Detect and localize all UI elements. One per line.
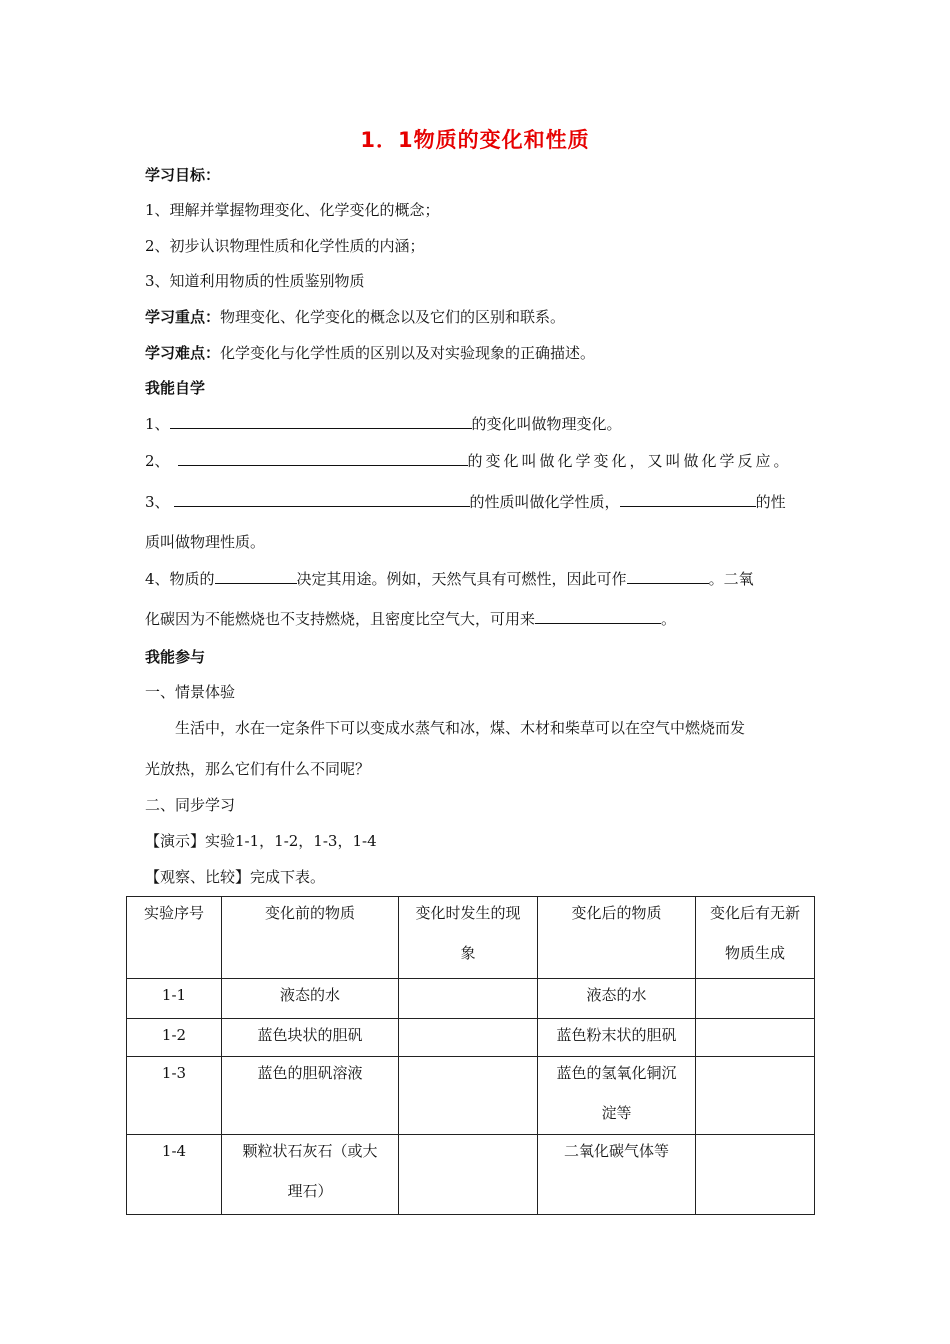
after-substance-cell [538, 1019, 696, 1057]
before-substance-cell [222, 1135, 399, 1215]
new-substance-cell[interactable] [696, 1057, 815, 1135]
column-header-text: 实验序号 [143, 904, 204, 922]
new-substance-cell[interactable] [696, 979, 815, 1019]
experiment-id-cell [127, 1057, 222, 1135]
q3-blank-1[interactable] [174, 492, 470, 507]
q3-blank-2[interactable] [620, 492, 756, 507]
difficulties [145, 343, 595, 363]
column-header [538, 897, 696, 979]
after-substance-cell [538, 1057, 696, 1135]
after-substance-cell [538, 979, 696, 1019]
scenario-paragraph-line-1: 生活中，水在一定条件下可以变成水蒸气和冰，煤、木材和柴草可以在空气中燃烧而发 [175, 719, 746, 737]
column-header-text: 变化后的物质 [571, 904, 662, 922]
key-points [145, 307, 565, 327]
difficulties-text: 化学变化与化学性质的区别以及对实验现象的正确描述。 [220, 344, 596, 362]
question-1 [145, 414, 622, 434]
new-substance-cell[interactable] [696, 1019, 815, 1057]
experiment-id-cell-text: 1-3 [161, 1064, 187, 1082]
objective-item-1: 1、理解并掌握物理变化、化学变化的概念； [145, 201, 440, 219]
column-header [127, 897, 222, 979]
experiment-id-cell-text: 1-2 [161, 1026, 187, 1044]
q4-text-cont: 化碳因为不能燃烧也不支持燃烧，且密度比空气大，可用来 [145, 610, 536, 628]
objective-item-3: 3、知道利用物质的性质鉴别物质 [145, 272, 365, 290]
q1-blank[interactable] [170, 414, 472, 429]
q2-number: 2、 [145, 452, 170, 470]
before-substance-cell-text: 理石） [287, 1182, 333, 1200]
column-header-text: 变化时发生的现 [415, 904, 521, 922]
after-substance-cell-text: 蓝色粉末状的胆矾 [556, 1026, 677, 1044]
q3-text-after: 的性 [755, 493, 786, 511]
before-substance-cell-text: 蓝色的胆矾溶液 [257, 1064, 363, 1082]
question-3 [145, 492, 786, 512]
q1-number: 1、 [145, 415, 170, 433]
column-header-text: 象 [460, 944, 476, 962]
experiment-id-cell-text: 1-4 [161, 1142, 187, 1160]
after-substance-cell-text: 淀等 [601, 1104, 632, 1122]
phenomenon-cell[interactable] [399, 1135, 538, 1215]
before-substance-cell [222, 1019, 399, 1057]
after-substance-cell-text: 液态的水 [586, 986, 647, 1004]
page-title: 1．1物质的变化和性质 [360, 128, 590, 152]
column-header-text: 变化后有无新 [709, 904, 800, 922]
table-row [127, 1057, 815, 1135]
question-2 [145, 451, 792, 471]
q4-blank-1[interactable] [215, 569, 297, 584]
scenario-paragraph-line-2: 光放热，那么它们有什么不同呢？ [145, 760, 371, 778]
before-substance-cell [222, 1057, 399, 1135]
after-substance-cell [538, 1135, 696, 1215]
section-sync-study: 二、同步学习 [145, 796, 236, 814]
objectives-heading: 学习目标： [145, 166, 221, 184]
phenomenon-cell[interactable] [399, 979, 538, 1019]
before-substance-cell-text: 液态的水 [279, 986, 340, 1004]
observe-line: 【观察、比较】完成下表。 [145, 868, 326, 886]
q4-number: 4、物质的 [145, 570, 215, 588]
participate-heading: 我能参与 [145, 648, 206, 666]
q1-text: 的变化叫做物理变化。 [471, 415, 622, 433]
after-substance-cell-text: 蓝色的氢氧化铜沉 [556, 1064, 677, 1082]
key-points-label: 学习重点： [145, 308, 221, 326]
table-row [127, 1135, 815, 1215]
demo-line: 【演示】实验1-1，1-2，1-3，1-4 [145, 832, 377, 850]
key-points-text: 物理变化、化学变化的概念以及它们的区别和联系。 [220, 308, 566, 326]
column-header [399, 897, 538, 979]
experiment-id-cell-text: 1-1 [161, 986, 187, 1004]
table-row [127, 979, 815, 1019]
q4-text-end: 。 [661, 610, 677, 628]
q3-number: 3、 [145, 493, 170, 511]
column-header [222, 897, 399, 979]
q4-text-mid1: 决定其用途。例如，天然气具有可燃性，因此可作 [296, 570, 627, 588]
objective-item-2: 2、初步认识物理性质和化学性质的内涵； [145, 237, 425, 255]
phenomenon-cell[interactable] [399, 1019, 538, 1057]
question-3-continued: 质叫做物理性质。 [145, 533, 266, 551]
column-header-text: 变化前的物质 [264, 904, 355, 922]
before-substance-cell [222, 979, 399, 1019]
observation-table [126, 896, 815, 1215]
question-4 [145, 569, 754, 589]
question-4-continued [145, 609, 676, 629]
q2-blank[interactable] [178, 451, 468, 466]
experiment-id-cell [127, 979, 222, 1019]
before-substance-cell-text: 颗粒状石灰石（或大 [242, 1142, 378, 1160]
section-scenario: 一、情景体验 [145, 683, 236, 701]
after-substance-cell-text: 二氧化碳气体等 [563, 1142, 669, 1160]
q2-text: 的变化叫做化学变化，又叫做化学反应。 [467, 452, 792, 470]
experiment-id-cell [127, 1019, 222, 1057]
before-substance-cell-text: 蓝色块状的胆矾 [257, 1026, 363, 1044]
table-row [127, 1019, 815, 1057]
experiment-id-cell [127, 1135, 222, 1215]
column-header-text: 物质生成 [724, 944, 785, 962]
q3-text-mid: 的性质叫做化学性质， [469, 493, 620, 511]
column-header [696, 897, 815, 979]
difficulties-label: 学习难点： [145, 344, 221, 362]
observation-table-body [127, 897, 815, 1215]
new-substance-cell[interactable] [696, 1135, 815, 1215]
q4-blank-3[interactable] [535, 609, 661, 624]
phenomenon-cell[interactable] [399, 1057, 538, 1135]
q4-blank-2[interactable] [627, 569, 709, 584]
q4-text-mid2: 。二氧 [708, 570, 754, 588]
table-header-row [127, 897, 815, 979]
self-study-heading: 我能自学 [145, 379, 206, 397]
